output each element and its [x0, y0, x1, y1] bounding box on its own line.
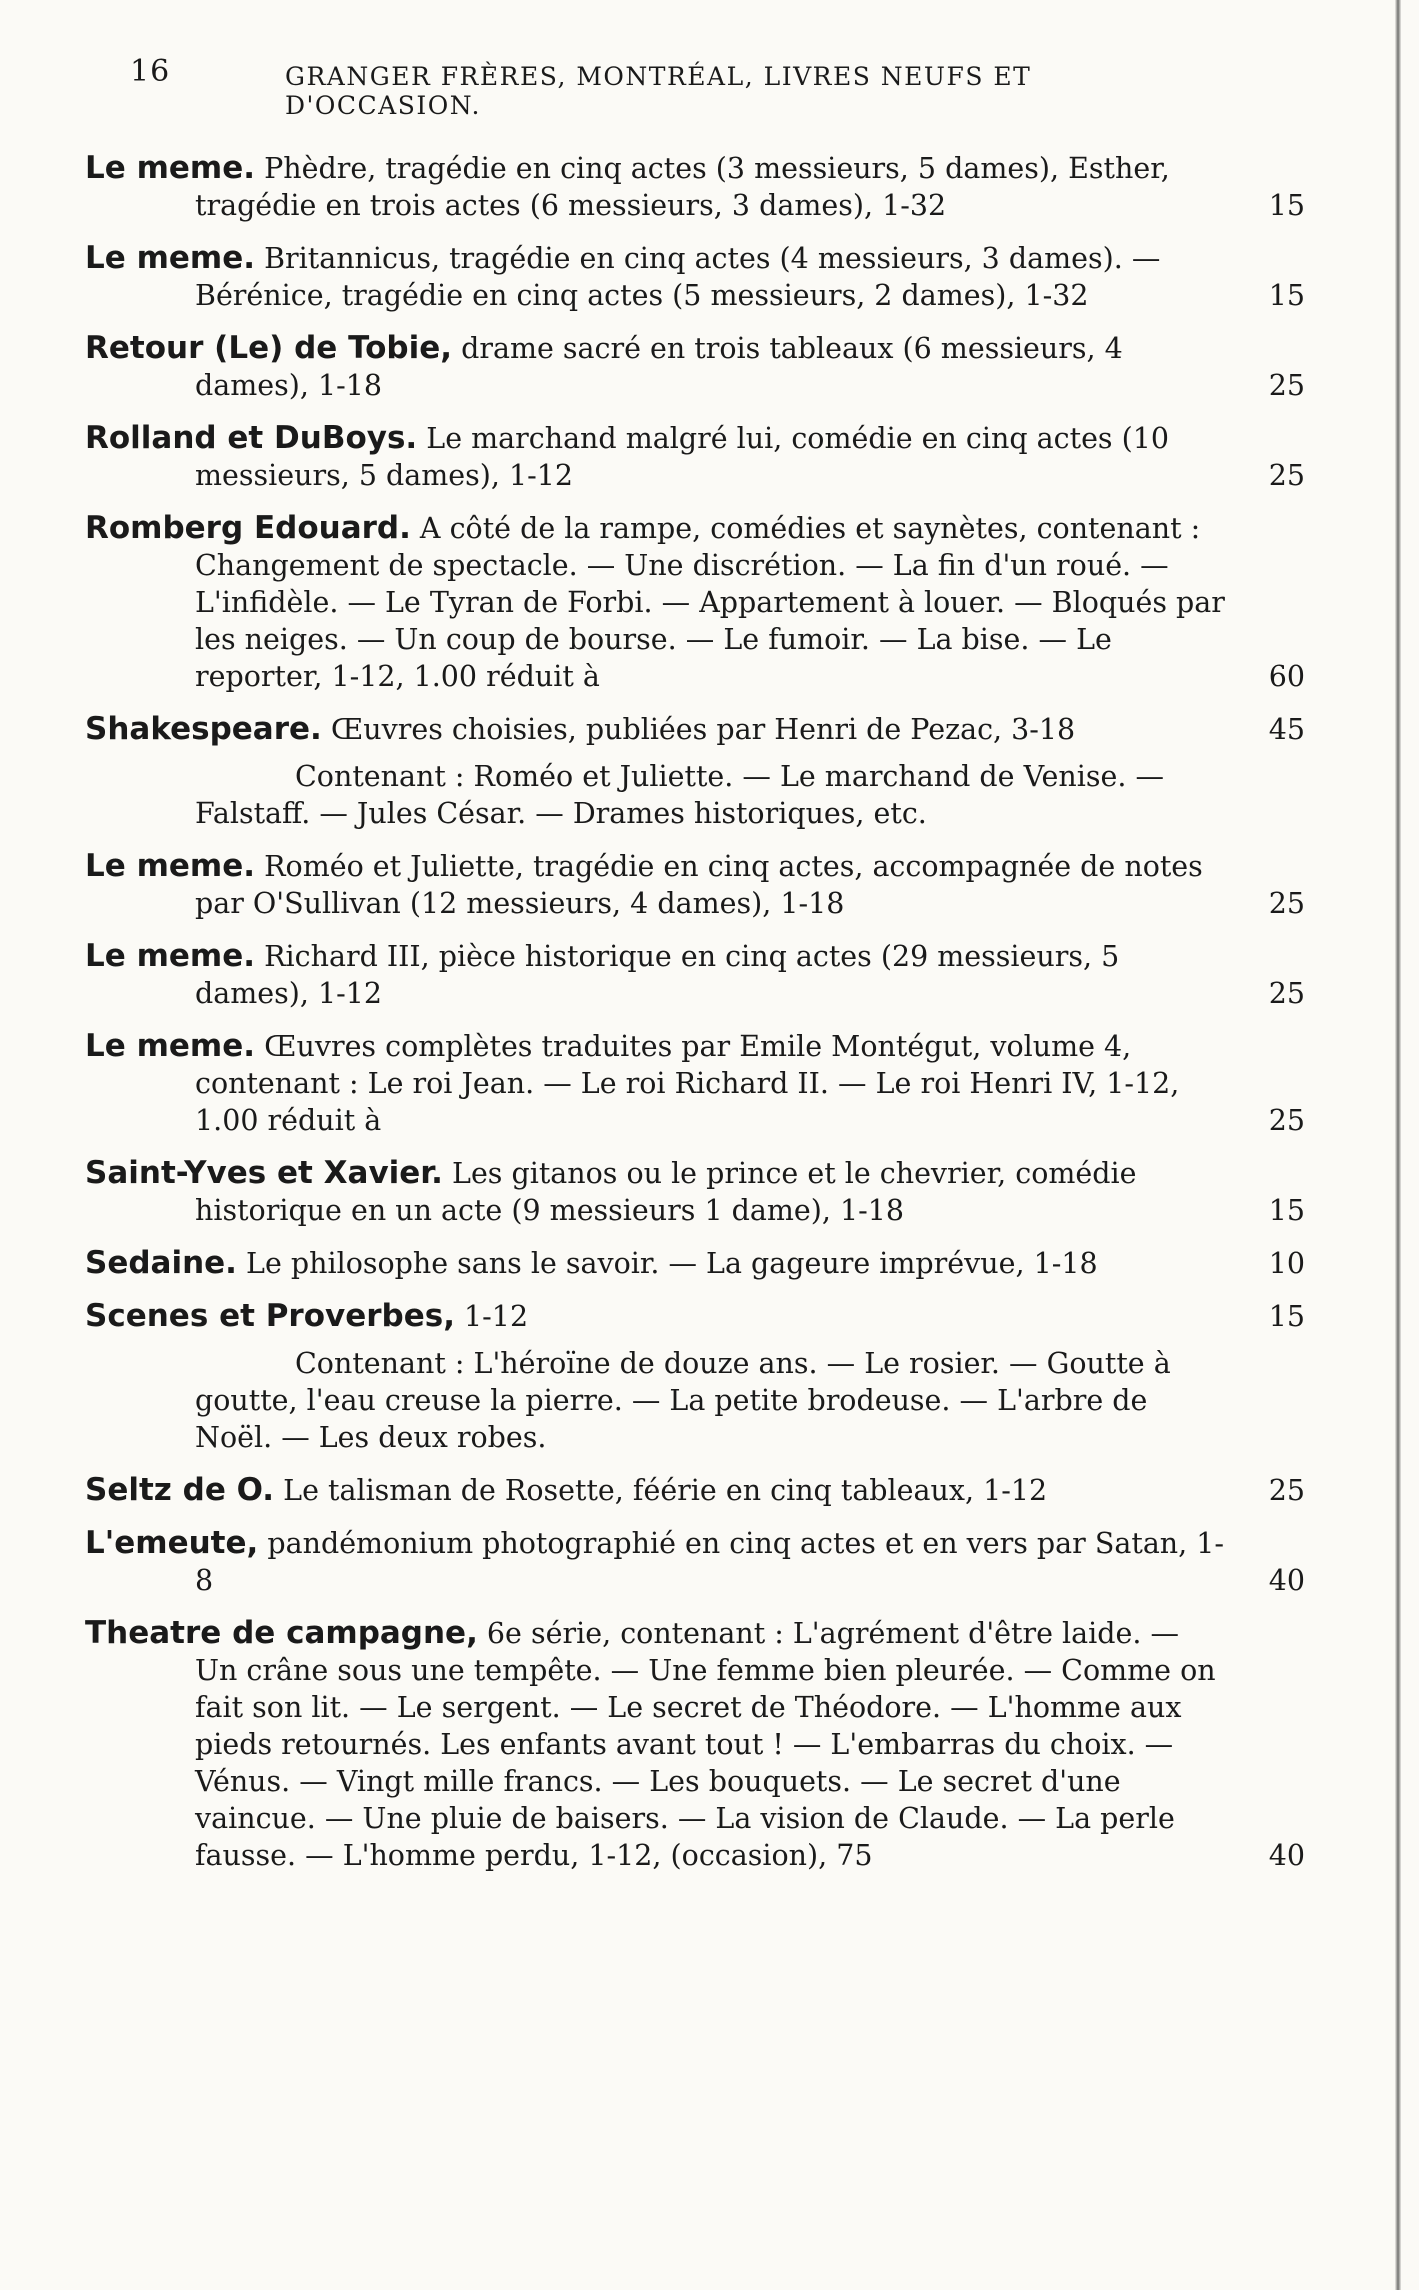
catalog-entry — [85, 1245, 1305, 1282]
entry-price: 25 — [1268, 459, 1305, 492]
entry-price: 25 — [1268, 887, 1305, 920]
catalog-entry — [85, 1615, 1305, 1874]
entry-price: 15 — [1268, 279, 1305, 312]
entry-text: Britannicus, tragédie en cinq actes (4 messieurs, 3 dames). — Bérénice, tragédie en cinq actes (5 messieurs, 2 dames), 1-32 — [195, 242, 1161, 312]
entry-author: L'emeute, — [85, 1525, 259, 1561]
entry-text: 1-12 — [454, 1300, 529, 1333]
entry-price: 25 — [1268, 369, 1305, 402]
entry-contents: Contenant : Roméo et Juliette. — Le marchand de Venise. — Falstaff. — Jules César. — Drames historiques, etc. — [195, 760, 1164, 830]
entry-price: 15 — [1268, 189, 1305, 222]
entry-author: Le meme. — [85, 938, 256, 974]
entry-price: 25 — [1268, 1104, 1305, 1137]
entry-text: drame sacré en trois tableaux (6 messieurs, 4 dames), 1-18 — [195, 332, 1123, 402]
catalog-entry — [85, 240, 1305, 314]
catalog-entry — [85, 1028, 1305, 1139]
entry-text: A côté de la rampe, comédies et saynètes, contenant : Changement de spectacle. — Une discrétion. — La fin d'un roué. — L'infidèle. — Le Tyran de Forbi. — Appartement à louer. — Bloqués par les neiges. — Un coup de bourse. — Le fumoir. — La bise. — Le reporter, 1-12, 1.00 réduit à — [195, 512, 1225, 693]
entry-price: 10 — [1268, 1247, 1305, 1280]
running-title: GRANGER FRÈRES, MONTRÉAL, LIVRES NEUFS ET D'OCCASION. — [285, 62, 1032, 120]
entry-contents: Contenant : L'héroïne de douze ans. — Le rosier. — Goutte à goutte, l'eau creuse la pierre. — La petite brodeuse. — L'arbre de Noël. — Les deux robes. — [195, 1347, 1171, 1454]
entry-author: Romberg Edouard. — [85, 510, 411, 546]
entry-text: Les gitanos ou le prince et le chevrier, comédie historique en un acte (9 messieurs 1 dame), 1-18 — [195, 1157, 1137, 1227]
entry-author: Scenes et Proverbes, — [85, 1298, 455, 1334]
entry-text: Œuvres choisies, publiées par Henri de Pezac, 3-18 — [321, 713, 1076, 746]
entry-author: Seltz de O. — [85, 1472, 275, 1508]
entry-price: 60 — [1268, 660, 1305, 693]
entry-author: Shakespeare. — [85, 711, 322, 747]
catalog-entry — [85, 420, 1305, 494]
entry-text: Œuvres complètes traduites par Emile Montégut, volume 4, contenant : Le roi Jean. — Le roi Richard II. — Le roi Henri IV, 1-12, 1.00 réduit à — [195, 1030, 1180, 1137]
entry-author: Retour (Le) de Tobie, — [85, 330, 453, 366]
entry-text: Richard III, pièce historique en cinq actes (29 messieurs, 5 dames), 1-12 — [195, 940, 1120, 1010]
catalog-entry — [85, 1525, 1305, 1599]
page-number: 16 — [130, 54, 171, 89]
entry-price: 40 — [1268, 1564, 1305, 1597]
catalog-entry — [85, 330, 1305, 404]
entry-text: Le talisman de Rosette, féérie en cinq tableaux, 1-12 — [274, 1474, 1048, 1507]
binding-edge — [1395, 0, 1401, 2290]
entry-author: Le meme. — [85, 150, 256, 186]
entry-author: Le meme. — [85, 1028, 256, 1064]
entry-text: Phèdre, tragédie en cinq actes (3 messieurs, 5 dames), Esther, tragédie en trois actes (6 messieurs, 3 dames), 1-32 — [195, 152, 1170, 222]
entry-price: 15 — [1268, 1300, 1305, 1333]
catalog-entries — [85, 150, 1305, 1890]
entry-text: 6e série, contenant : L'agrément d'être laide. — Un crâne sous une tempête. — Une femme bien pleurée. — Comme on fait son lit. — Le sergent. — Le secret de Théodore. — L'homme aux pieds retournés. Les enfants avant tout ! — L'embarras du choix. — Vénus. — Vingt mille francs. — Les bouquets. — Le secret d'une vaincue. — Une pluie de baisers. — La vision de Claude. — La perle fausse. — L'homme perdu, 1-12, (occasion), 75 — [195, 1617, 1216, 1872]
catalog-entry — [85, 510, 1305, 695]
catalog-entry — [85, 848, 1305, 922]
entry-author: Saint-Yves et Xavier. — [85, 1155, 443, 1191]
entry-author: Le meme. — [85, 848, 256, 884]
entry-price: 25 — [1268, 977, 1305, 1010]
catalog-entry — [85, 938, 1305, 1012]
entry-price: 45 — [1268, 713, 1305, 746]
catalog-entry — [85, 1155, 1305, 1229]
entry-text: Le marchand malgré lui, comédie en cinq actes (10 messieurs, 5 dames), 1-12 — [195, 422, 1170, 492]
entry-author: Sedaine. — [85, 1245, 237, 1281]
entry-author: Theatre de campagne, — [85, 1615, 478, 1651]
catalog-entry — [85, 150, 1305, 224]
entry-author: Le meme. — [85, 240, 256, 276]
entry-price: 40 — [1268, 1839, 1305, 1872]
catalog-entry — [85, 711, 1305, 748]
catalog-entry — [85, 1472, 1305, 1509]
entry-text: Roméo et Juliette, tragédie en cinq actes, accompagnée de notes par O'Sullivan (12 messieurs, 4 dames), 1-18 — [195, 850, 1203, 920]
entry-price: 25 — [1268, 1474, 1305, 1507]
entry-author: Rolland et DuBoys. — [85, 420, 418, 456]
entry-price: 15 — [1268, 1194, 1305, 1227]
entry-text: pandémonium photographié en cinq actes et en vers par Satan, 1-8 — [195, 1527, 1225, 1597]
entry-text: Le philosophe sans le savoir. — La gageure imprévue, 1-18 — [236, 1247, 1098, 1280]
catalog-entry — [85, 1298, 1305, 1335]
